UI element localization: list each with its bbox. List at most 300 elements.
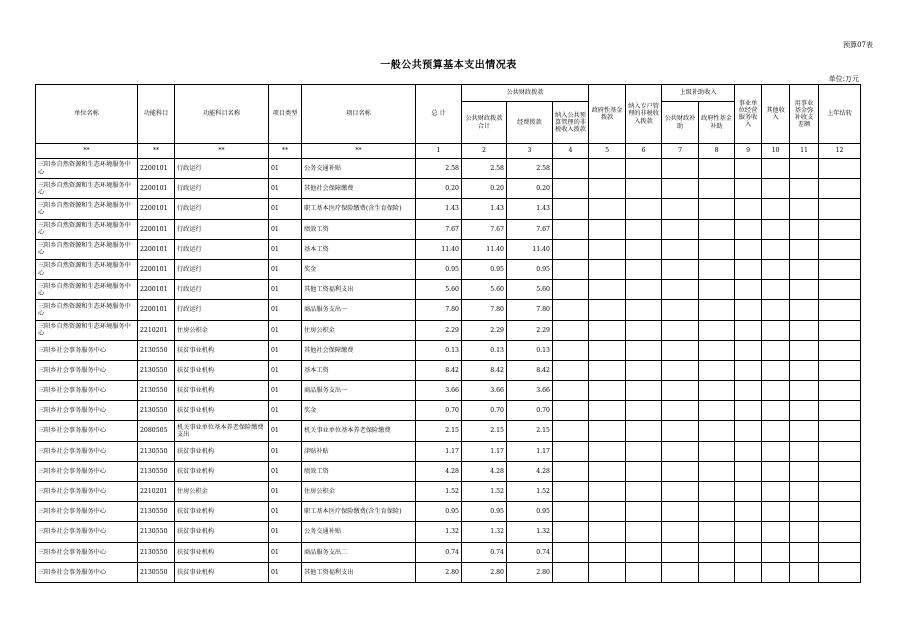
cell-operating: 2.29 bbox=[507, 320, 553, 340]
cell-func-name: 行政运行 bbox=[175, 239, 269, 259]
cell-public-fin-sub: 5.60 bbox=[462, 280, 507, 300]
cell-empty bbox=[790, 502, 819, 522]
col-header-gov-fund: 政府性基金拨款 bbox=[589, 85, 626, 144]
cell-empty bbox=[819, 259, 861, 279]
cell-item-type: 01 bbox=[269, 441, 302, 461]
cell-item-name: 其他工资福利支出 bbox=[302, 280, 416, 300]
cell-empty bbox=[762, 360, 790, 380]
cell-empty bbox=[790, 179, 819, 199]
cell-empty bbox=[762, 381, 790, 401]
cell-empty bbox=[735, 562, 762, 582]
cell-func-code: 2130550 bbox=[138, 522, 175, 542]
cell-func-name: 行政运行 bbox=[175, 259, 269, 279]
cell-empty bbox=[553, 179, 589, 199]
cell-func-code: 2130550 bbox=[138, 360, 175, 380]
cell-total: 0.95 bbox=[416, 259, 462, 279]
cell-empty bbox=[819, 401, 861, 421]
cell-func-name: 行政运行 bbox=[175, 159, 269, 179]
cell-item-type: 01 bbox=[269, 461, 302, 481]
cell-operating: 1.52 bbox=[507, 482, 553, 502]
cell-func-code: 2080505 bbox=[138, 421, 175, 441]
cell-empty bbox=[589, 421, 626, 441]
col-header-public-fin: 公共财政拨款 bbox=[462, 85, 589, 102]
cell-total: 2.29 bbox=[416, 320, 462, 340]
cell-func-code: 2210201 bbox=[138, 320, 175, 340]
index-cell: 7 bbox=[662, 144, 699, 159]
cell-empty bbox=[699, 320, 735, 340]
cell-item-name: 其他工资福利支出 bbox=[302, 562, 416, 582]
table-row bbox=[36, 360, 861, 380]
cell-empty bbox=[699, 179, 735, 199]
cell-unit-name: 三阳乡自然资源和生态环境服务中心 bbox=[36, 280, 138, 300]
col-header-upper-gov: 政府性基金补助 bbox=[699, 102, 735, 144]
cell-empty bbox=[589, 360, 626, 380]
cell-empty bbox=[819, 381, 861, 401]
index-cell: 8 bbox=[699, 144, 735, 159]
cell-empty bbox=[790, 239, 819, 259]
cell-unit-name: 三阳乡自然资源和生态环境服务中心 bbox=[36, 259, 138, 279]
cell-empty bbox=[589, 340, 626, 360]
cell-func-name: 扶贫事业机构 bbox=[175, 360, 269, 380]
cell-public-fin-sub: 7.67 bbox=[462, 219, 507, 239]
cell-func-name: 机关事业单位基本养老保险缴费支出 bbox=[175, 421, 269, 441]
cell-item-name: 公务交通补贴 bbox=[302, 159, 416, 179]
cell-empty bbox=[790, 522, 819, 542]
cell-unit-name: 三阳乡自然资源和生态环境服务中心 bbox=[36, 179, 138, 199]
cell-empty bbox=[819, 421, 861, 441]
cell-item-type: 01 bbox=[269, 239, 302, 259]
cell-empty bbox=[589, 219, 626, 239]
col-header-total: 总 计 bbox=[416, 85, 462, 144]
table-row bbox=[36, 461, 861, 481]
col-header-upper-public: 公共财政补助 bbox=[662, 102, 699, 144]
cell-empty bbox=[790, 441, 819, 461]
cell-item-name: 基本工资 bbox=[302, 360, 416, 380]
cell-empty bbox=[735, 239, 762, 259]
cell-func-code: 2200101 bbox=[138, 219, 175, 239]
cell-operating: 0.70 bbox=[507, 401, 553, 421]
cell-empty bbox=[790, 280, 819, 300]
cell-empty bbox=[626, 219, 662, 239]
cell-operating: 1.43 bbox=[507, 199, 553, 219]
cell-func-name: 扶贫事业机构 bbox=[175, 502, 269, 522]
cell-empty bbox=[662, 562, 699, 582]
index-cell: ** bbox=[138, 144, 175, 159]
cell-total: 0.70 bbox=[416, 401, 462, 421]
cell-operating: 8.42 bbox=[507, 360, 553, 380]
index-cell: 6 bbox=[626, 144, 662, 159]
index-cell: ** bbox=[36, 144, 138, 159]
cell-empty bbox=[589, 482, 626, 502]
cell-empty bbox=[553, 421, 589, 441]
cell-func-name: 行政运行 bbox=[175, 179, 269, 199]
cell-total: 11.40 bbox=[416, 239, 462, 259]
cell-item-name: 商品服务支出二 bbox=[302, 542, 416, 562]
col-header-nontax: 纳入公共预算管理的非税收入拨款 bbox=[553, 102, 589, 144]
cell-empty bbox=[790, 320, 819, 340]
cell-empty bbox=[626, 239, 662, 259]
cell-empty bbox=[699, 482, 735, 502]
cell-func-code: 2210201 bbox=[138, 482, 175, 502]
cell-total: 7.67 bbox=[416, 219, 462, 239]
cell-func-name: 住房公积金 bbox=[175, 482, 269, 502]
cell-empty bbox=[735, 300, 762, 320]
cell-empty bbox=[735, 360, 762, 380]
cell-empty bbox=[589, 300, 626, 320]
cell-item-name: 其他社会保障缴费 bbox=[302, 340, 416, 360]
cell-empty bbox=[735, 179, 762, 199]
cell-item-type: 01 bbox=[269, 259, 302, 279]
cell-empty bbox=[553, 340, 589, 360]
col-header-biz-income: 事业单位经营服务收入 bbox=[735, 85, 762, 144]
cell-empty bbox=[790, 401, 819, 421]
cell-item-type: 01 bbox=[269, 360, 302, 380]
cell-func-code: 2130550 bbox=[138, 401, 175, 421]
cell-total: 1.32 bbox=[416, 522, 462, 542]
cell-empty bbox=[819, 360, 861, 380]
cell-item-type: 01 bbox=[269, 381, 302, 401]
cell-total: 4.28 bbox=[416, 461, 462, 481]
cell-empty bbox=[819, 482, 861, 502]
form-code: 预算07表 bbox=[843, 41, 873, 49]
cell-unit-name: 三阳乡自然资源和生态环境服务中心 bbox=[36, 159, 138, 179]
cell-empty bbox=[589, 461, 626, 481]
cell-item-name: 奖金 bbox=[302, 259, 416, 279]
cell-empty bbox=[626, 441, 662, 461]
cell-item-type: 01 bbox=[269, 199, 302, 219]
cell-item-type: 01 bbox=[269, 300, 302, 320]
cell-func-name: 扶贫事业机构 bbox=[175, 401, 269, 421]
cell-empty bbox=[819, 522, 861, 542]
cell-empty bbox=[626, 381, 662, 401]
table-row bbox=[36, 340, 861, 360]
cell-empty bbox=[662, 219, 699, 239]
cell-empty bbox=[626, 159, 662, 179]
cell-item-type: 01 bbox=[269, 179, 302, 199]
cell-total: 2.80 bbox=[416, 562, 462, 582]
cell-func-code: 2130550 bbox=[138, 441, 175, 461]
cell-empty bbox=[553, 159, 589, 179]
cell-item-name: 商品服务支出一 bbox=[302, 300, 416, 320]
cell-operating: 7.80 bbox=[507, 300, 553, 320]
cell-total: 8.42 bbox=[416, 360, 462, 380]
table-row bbox=[36, 542, 861, 562]
cell-empty bbox=[662, 300, 699, 320]
cell-empty bbox=[735, 199, 762, 219]
cell-item-type: 01 bbox=[269, 421, 302, 441]
index-cell: 5 bbox=[589, 144, 626, 159]
cell-empty bbox=[790, 300, 819, 320]
cell-empty bbox=[626, 259, 662, 279]
cell-empty bbox=[662, 522, 699, 542]
cell-empty bbox=[589, 381, 626, 401]
cell-item-type: 01 bbox=[269, 219, 302, 239]
cell-empty bbox=[790, 421, 819, 441]
cell-empty bbox=[699, 522, 735, 542]
cell-item-name: 商品服务支出一 bbox=[302, 381, 416, 401]
cell-func-code: 2200101 bbox=[138, 199, 175, 219]
cell-empty bbox=[819, 159, 861, 179]
cell-item-name: 住房公积金 bbox=[302, 482, 416, 502]
cell-func-code: 2130550 bbox=[138, 502, 175, 522]
cell-unit-name: 三阳乡社会事务服务中心 bbox=[36, 381, 138, 401]
table-row bbox=[36, 421, 861, 441]
cell-empty bbox=[699, 159, 735, 179]
cell-empty bbox=[699, 360, 735, 380]
table-row bbox=[36, 300, 861, 320]
cell-empty bbox=[735, 381, 762, 401]
index-cell: 10 bbox=[762, 144, 790, 159]
cell-unit-name: 三阳乡社会事务服务中心 bbox=[36, 522, 138, 542]
cell-empty bbox=[662, 421, 699, 441]
cell-total: 2.58 bbox=[416, 159, 462, 179]
cell-public-fin-sub: 7.80 bbox=[462, 300, 507, 320]
cell-empty bbox=[626, 199, 662, 219]
cell-empty bbox=[819, 300, 861, 320]
col-header-special-mgmt: 纳入专户管理的非税收入拨款 bbox=[626, 85, 662, 144]
cell-empty bbox=[553, 441, 589, 461]
cell-empty bbox=[626, 461, 662, 481]
index-cell: 3 bbox=[507, 144, 553, 159]
cell-empty bbox=[589, 441, 626, 461]
table-row bbox=[36, 219, 861, 239]
cell-empty bbox=[553, 259, 589, 279]
cell-unit-name: 三阳乡社会事务服务中心 bbox=[36, 482, 138, 502]
cell-empty bbox=[735, 401, 762, 421]
cell-empty bbox=[762, 300, 790, 320]
cell-total: 1.17 bbox=[416, 441, 462, 461]
cell-empty bbox=[626, 401, 662, 421]
cell-empty bbox=[699, 300, 735, 320]
cell-empty bbox=[589, 159, 626, 179]
cell-operating: 2.15 bbox=[507, 421, 553, 441]
cell-empty bbox=[790, 482, 819, 502]
col-header-unit-name: 单位名称 bbox=[36, 85, 138, 144]
col-header-func-name: 功能科目名称 bbox=[175, 85, 269, 144]
cell-empty bbox=[553, 360, 589, 380]
cell-unit-name: 三阳乡自然资源和生态环境服务中心 bbox=[36, 239, 138, 259]
cell-empty bbox=[790, 199, 819, 219]
cell-empty bbox=[762, 401, 790, 421]
cell-empty bbox=[735, 320, 762, 340]
cell-unit-name: 三阳乡社会事务服务中心 bbox=[36, 502, 138, 522]
cell-total: 0.13 bbox=[416, 340, 462, 360]
cell-item-type: 01 bbox=[269, 482, 302, 502]
table-row bbox=[36, 502, 861, 522]
cell-public-fin-sub: 0.95 bbox=[462, 502, 507, 522]
cell-item-type: 01 bbox=[269, 320, 302, 340]
cell-empty bbox=[790, 159, 819, 179]
cell-empty bbox=[662, 360, 699, 380]
cell-public-fin-sub: 2.80 bbox=[462, 562, 507, 582]
cell-unit-name: 三阳乡社会事务服务中心 bbox=[36, 461, 138, 481]
cell-empty bbox=[589, 179, 626, 199]
cell-unit-name: 三阳乡社会事务服务中心 bbox=[36, 562, 138, 582]
cell-func-code: 2200101 bbox=[138, 259, 175, 279]
cell-func-name: 扶贫事业机构 bbox=[175, 562, 269, 582]
cell-empty bbox=[735, 259, 762, 279]
cell-empty bbox=[819, 542, 861, 562]
cell-empty bbox=[699, 542, 735, 562]
budget-table bbox=[35, 84, 861, 583]
index-cell: 12 bbox=[819, 144, 861, 159]
cell-empty bbox=[790, 542, 819, 562]
cell-func-code: 2130550 bbox=[138, 562, 175, 582]
index-row bbox=[36, 144, 861, 159]
cell-empty bbox=[626, 179, 662, 199]
cell-empty bbox=[662, 461, 699, 481]
cell-item-name: 职工基本医疗保险缴费(含生育保险) bbox=[302, 502, 416, 522]
cell-item-type: 01 bbox=[269, 159, 302, 179]
cell-empty bbox=[589, 542, 626, 562]
cell-empty bbox=[735, 280, 762, 300]
table-row bbox=[36, 381, 861, 401]
cell-empty bbox=[819, 199, 861, 219]
cell-empty bbox=[662, 401, 699, 421]
col-header-other-income: 其他收入 bbox=[762, 85, 790, 144]
cell-func-code: 2200101 bbox=[138, 300, 175, 320]
cell-item-type: 01 bbox=[269, 280, 302, 300]
cell-empty bbox=[626, 280, 662, 300]
index-cell: 9 bbox=[735, 144, 762, 159]
cell-public-fin-sub: 1.43 bbox=[462, 199, 507, 219]
cell-operating: 1.32 bbox=[507, 522, 553, 542]
cell-empty bbox=[589, 280, 626, 300]
cell-empty bbox=[790, 461, 819, 481]
cell-empty bbox=[762, 259, 790, 279]
cell-empty bbox=[589, 401, 626, 421]
cell-unit-name: 三阳乡自然资源和生态环境服务中心 bbox=[36, 199, 138, 219]
cell-empty bbox=[662, 199, 699, 219]
unit-label: 单位:万元 bbox=[828, 75, 859, 83]
cell-operating: 0.74 bbox=[507, 542, 553, 562]
cell-operating: 0.95 bbox=[507, 259, 553, 279]
cell-public-fin-sub: 0.13 bbox=[462, 340, 507, 360]
cell-empty bbox=[699, 562, 735, 582]
cell-empty bbox=[699, 219, 735, 239]
cell-empty bbox=[762, 199, 790, 219]
cell-operating: 2.58 bbox=[507, 159, 553, 179]
cell-total: 5.60 bbox=[416, 280, 462, 300]
cell-item-name: 绩效工资 bbox=[302, 461, 416, 481]
col-header-upper-subsidy: 上级补助收入 bbox=[662, 85, 735, 102]
cell-item-name: 职工基本医疗保险缴费(含生育保险) bbox=[302, 199, 416, 219]
table-row bbox=[36, 259, 861, 279]
cell-empty bbox=[790, 259, 819, 279]
cell-empty bbox=[735, 461, 762, 481]
cell-empty bbox=[553, 199, 589, 219]
cell-public-fin-sub: 0.20 bbox=[462, 179, 507, 199]
table-row bbox=[36, 482, 861, 502]
cell-unit-name: 三阳乡自然资源和生态环境服务中心 bbox=[36, 300, 138, 320]
cell-empty bbox=[553, 401, 589, 421]
cell-unit-name: 三阳乡自然资源和生态环境服务中心 bbox=[36, 219, 138, 239]
cell-empty bbox=[626, 542, 662, 562]
cell-empty bbox=[626, 421, 662, 441]
index-cell: 4 bbox=[553, 144, 589, 159]
cell-empty bbox=[699, 401, 735, 421]
index-cell: 1 bbox=[416, 144, 462, 159]
cell-empty bbox=[699, 239, 735, 259]
cell-empty bbox=[662, 179, 699, 199]
cell-public-fin-sub: 1.17 bbox=[462, 441, 507, 461]
table-row bbox=[36, 199, 861, 219]
cell-empty bbox=[735, 219, 762, 239]
index-cell: ** bbox=[175, 144, 269, 159]
cell-empty bbox=[589, 522, 626, 542]
cell-empty bbox=[790, 360, 819, 380]
cell-item-name: 公务交通补贴 bbox=[302, 522, 416, 542]
col-header-operating: 经费拨款 bbox=[507, 102, 553, 144]
cell-empty bbox=[699, 340, 735, 360]
cell-empty bbox=[662, 340, 699, 360]
cell-empty bbox=[553, 280, 589, 300]
cell-operating: 0.13 bbox=[507, 340, 553, 360]
cell-total: 1.52 bbox=[416, 482, 462, 502]
cell-public-fin-sub: 4.28 bbox=[462, 461, 507, 481]
table-row bbox=[36, 401, 861, 421]
cell-func-name: 扶贫事业机构 bbox=[175, 441, 269, 461]
cell-item-name: 基本工资 bbox=[302, 239, 416, 259]
cell-empty bbox=[626, 340, 662, 360]
cell-empty bbox=[735, 340, 762, 360]
cell-item-name: 奖金 bbox=[302, 401, 416, 421]
cell-func-code: 2200101 bbox=[138, 179, 175, 199]
cell-func-name: 扶贫事业机构 bbox=[175, 381, 269, 401]
cell-operating: 5.60 bbox=[507, 280, 553, 300]
cell-empty bbox=[762, 320, 790, 340]
cell-item-name: 机关事业单位基本养老保险缴费 bbox=[302, 421, 416, 441]
cell-unit-name: 三阳乡社会事务服务中心 bbox=[36, 340, 138, 360]
cell-func-name: 住房公积金 bbox=[175, 320, 269, 340]
cell-operating: 7.67 bbox=[507, 219, 553, 239]
index-cell: 11 bbox=[790, 144, 819, 159]
cell-public-fin-sub: 8.42 bbox=[462, 360, 507, 380]
cell-empty bbox=[790, 219, 819, 239]
cell-empty bbox=[762, 562, 790, 582]
cell-empty bbox=[735, 542, 762, 562]
cell-empty bbox=[735, 159, 762, 179]
cell-operating: 3.66 bbox=[507, 381, 553, 401]
cell-public-fin-sub: 2.29 bbox=[462, 320, 507, 340]
cell-func-code: 2200101 bbox=[138, 239, 175, 259]
cell-func-name: 扶贫事业机构 bbox=[175, 542, 269, 562]
cell-empty bbox=[790, 340, 819, 360]
cell-total: 2.15 bbox=[416, 421, 462, 441]
cell-unit-name: 三阳乡社会事务服务中心 bbox=[36, 441, 138, 461]
cell-empty bbox=[589, 259, 626, 279]
cell-total: 7.80 bbox=[416, 300, 462, 320]
cell-item-name: 津贴补贴 bbox=[302, 441, 416, 461]
col-header-public-fin-sub: 公共财政拨款合计 bbox=[462, 102, 507, 144]
cell-empty bbox=[589, 199, 626, 219]
cell-empty bbox=[553, 219, 589, 239]
cell-empty bbox=[735, 421, 762, 441]
cell-total: 0.20 bbox=[416, 179, 462, 199]
cell-empty bbox=[699, 421, 735, 441]
table-row bbox=[36, 441, 861, 461]
cell-public-fin-sub: 0.95 bbox=[462, 259, 507, 279]
page-title: 一般公共预算基本支出情况表 bbox=[380, 60, 517, 71]
cell-empty bbox=[553, 381, 589, 401]
cell-empty bbox=[553, 542, 589, 562]
cell-empty bbox=[699, 502, 735, 522]
cell-empty bbox=[626, 320, 662, 340]
table-row bbox=[36, 239, 861, 259]
cell-empty bbox=[626, 502, 662, 522]
cell-empty bbox=[819, 502, 861, 522]
cell-empty bbox=[662, 502, 699, 522]
